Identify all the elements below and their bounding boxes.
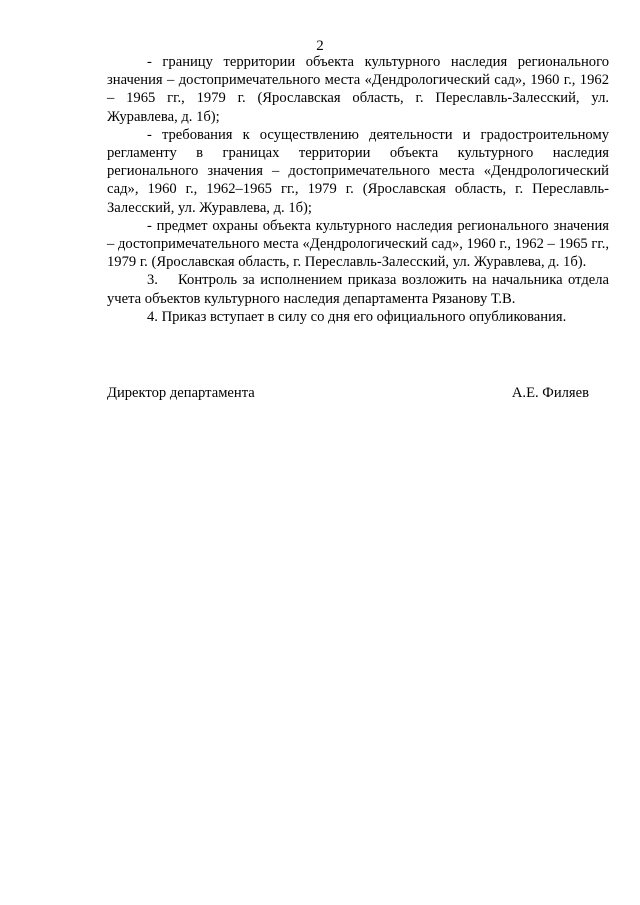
signatory-position: Директор департамента — [107, 385, 255, 401]
paragraph-requirements: - требования к осуществлению деятельности и градостроительному регламенту в границах территории объекта культурного наследия регионального значения – достопримечательного места «Дендрологический сад», 1960 г., 1962–1965 гг., 1979 г. (Ярославская область, г. Переславль-Залесский, ул. Журавлева, д. 1б); — [107, 126, 609, 216]
paragraph-boundary: - границу территории объекта культурного наследия регионального значения – достопримечательного места «Дендрологический сад», 1960 г., 1962 – 1965 гг., 1979 г. (Ярославская область, г. Переславль-Залесский, ул. Журавлева, д. 1б); — [107, 54, 609, 125]
signature-block — [107, 384, 589, 402]
page-number: 2 — [316, 38, 324, 54]
paragraph-protection-subject: - предмет охраны объекта культурного наследия регионального значения – достопримечательного места «Дендрологический сад», 1960 г., 1962 – 1965 гг., 1979 г. (Ярославская область, г. Переславль-Залесский, ул. Журавлева, д. 1б). — [107, 217, 609, 271]
paragraph-effective-date: 4. Приказ вступает в силу со дня его официального опубликования. — [147, 308, 567, 325]
signatory-name: А.Е. Филяев — [511, 385, 589, 401]
document-body — [107, 53, 609, 326]
paragraph-control: 3. Контроль за исполнением приказа возложить на начальника отдела учета объектов культурного наследия департамента Рязанову Т.В. — [107, 272, 609, 307]
